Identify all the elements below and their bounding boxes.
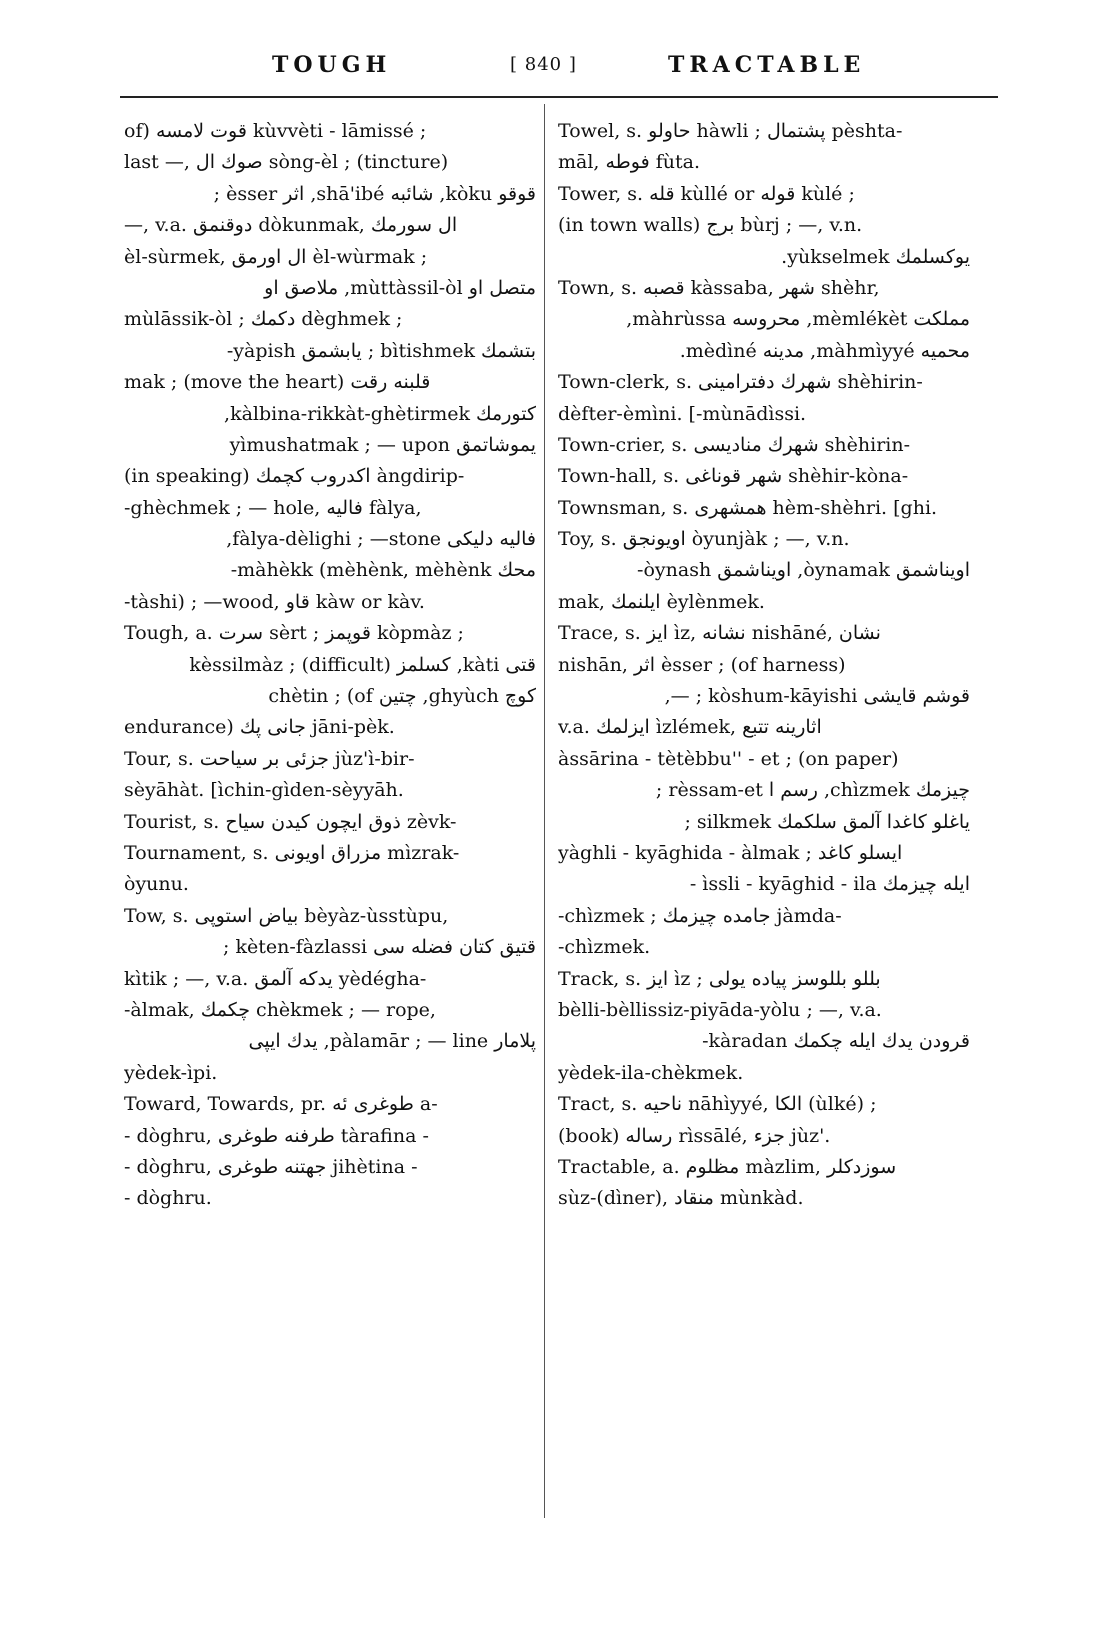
dictionary-line: Trace, s. ايز ìz, نشانه nishāné, نشان bbox=[558, 622, 881, 645]
dictionary-line: mak ; (move the heart) قلبنه رقت bbox=[124, 371, 431, 394]
dictionary-line: قوقو kòku, شائبه shā'ibé, اثر èsser ; bbox=[213, 182, 536, 205]
dictionary-line: كوچ ghyùch, چتين chètin ; (of bbox=[268, 685, 536, 708]
dictionary-line: endurance) جانى پك jāni-pèk. bbox=[124, 716, 395, 739]
page-header bbox=[120, 50, 1000, 86]
dictionary-line: قتيق كتان فضله سى kèten-fàzlassi ; bbox=[223, 936, 536, 959]
dictionary-line: èl-sùrmek, ال اورمق èl-wùrmak ; bbox=[124, 245, 428, 268]
dictionary-line: كتورمك kàlbina-rikkàt-ghètirmek, bbox=[224, 402, 536, 425]
dictionary-line: māl, فوطه fùta. bbox=[558, 151, 701, 174]
dictionary-line: يموشاتمق yìmushatmak ; — upon bbox=[229, 433, 536, 456]
dictionary-line: mak, ايلنمك èylènmek. bbox=[558, 590, 765, 613]
dictionary-line: Toy, s. اويونجق òyunjàk ; —, v.n. bbox=[558, 528, 850, 551]
dictionary-line: kìtik ; —, v.a. يدكه آلمق yèdégha- bbox=[124, 967, 427, 990]
dictionary-line: فاليه دليكى fàlya-dèlighi ; —stone, bbox=[226, 528, 536, 551]
dictionary-line: —, v.a. دوقنمق dòkunmak, ال سورمك bbox=[124, 214, 458, 237]
dictionary-line: قتى kàti, كسلمز kèssilmàz ; (difficult) bbox=[189, 653, 536, 676]
dictionary-line: پلامار pàlamār ; — line, يدك ايپى bbox=[248, 1030, 536, 1053]
dictionary-line: Tournament, s. مزراق اويونى mìzrak- bbox=[124, 841, 460, 864]
dictionary-line: òyunu. bbox=[124, 873, 189, 896]
dictionary-line: - dòghru. bbox=[124, 1187, 212, 1210]
dictionary-line: yèdek-ila-chèkmek. bbox=[558, 1061, 744, 1084]
dictionary-line: Town, s. قصبه kàssaba, شهر shèhr, bbox=[558, 276, 880, 299]
dictionary-line: ياغلو كاغدا آلمق سلكمك silkmek ; bbox=[684, 810, 970, 833]
dictionary-line: sèyāhàt. [ìchin-gìden-sèyyāh. bbox=[124, 779, 404, 802]
dictionary-line: - dòghru, طرفنه طوغرى tàrafina - bbox=[124, 1124, 429, 1147]
dictionary-line: (in town walls) برج bùrj ; —, v.n. bbox=[558, 214, 863, 237]
dictionary-line: yàghli - kyāghida - àlmak ; ايسلو كاغد bbox=[558, 841, 903, 864]
header-rule bbox=[120, 96, 998, 98]
column-divider bbox=[544, 104, 545, 1518]
dictionary-line: -tàshi) ; —wood, قاو kàw or kàv. bbox=[124, 590, 425, 613]
dictionary-line: اويناشمق òynamak, اويناشمق òynash- bbox=[637, 559, 970, 582]
dictionary-line: محك màhèkk (mèhènk, mèhènk- bbox=[230, 559, 536, 582]
dictionary-line: àssārina - tètèbbu'' - et ; (on paper) bbox=[558, 747, 899, 770]
dictionary-line: Tractable, a. مظلوم màzlim, سوزدكلر bbox=[558, 1155, 897, 1178]
dictionary-line: قرودن يدك ايله چكمك kàradan- bbox=[702, 1030, 970, 1053]
dictionary-line: Townsman, s. همشهرى hèm-shèhri. [ghi. bbox=[558, 496, 938, 519]
dictionary-line: -chìzmek. bbox=[558, 936, 651, 959]
dictionary-line: Toward, Towards, pr. طوغرى ئه a- bbox=[124, 1093, 438, 1116]
dictionary-line: بتشمك bìtishmek ; يابشمق yàpish- bbox=[226, 339, 536, 362]
dictionary-line: چيزمك chìzmek, رسم ا rèssam-et ; bbox=[655, 779, 970, 802]
dictionary-line: last —, صوك ال sòng-èl ; (tincture) bbox=[124, 151, 449, 174]
dictionary-line: Tough, a. سرت sèrt ; قوپمز kòpmàz ; bbox=[124, 622, 464, 645]
dictionary-line: Tower, s. قله kùllé or قوله kùlé ; bbox=[558, 182, 855, 205]
dictionary-line: (book) رساله rìssālé, جزء jùz'. bbox=[558, 1124, 831, 1147]
dictionary-line: يوكسلمك yùkselmek. bbox=[781, 245, 970, 268]
dictionary-line: -chìzmek ; جامده چيزمك jàmda- bbox=[558, 904, 842, 927]
header-first-entry: TOUGH bbox=[272, 52, 392, 78]
dictionary-line: Town-crier, s. شهرك مناديسى shèhirin- bbox=[558, 433, 911, 456]
header-last-entry: TRACTABLE bbox=[668, 52, 866, 78]
dictionary-line: Track, s. ايز ìz ; بللو بللوسز پياده يولى bbox=[558, 967, 881, 990]
dictionary-line: ايله چيزمك ìssli - kyāghid - ila - bbox=[689, 873, 970, 896]
dictionary-line: Tract, s. ناحيه nāhìyyé, الكا (ùlké) ; bbox=[558, 1093, 877, 1116]
page-number: [ 840 ] bbox=[510, 54, 577, 75]
right-column bbox=[558, 116, 970, 1215]
dictionary-line: Tour, s. جزئى بر سياحت jùz'ì-bir- bbox=[124, 747, 415, 770]
dictionary-line: مملكت mèmlékèt, محروسه màhrùssa, bbox=[626, 308, 970, 331]
dictionary-line: محميه màhmìyyé, مدينه mèdìné. bbox=[679, 339, 970, 362]
dictionary-line: Tow, s. بياض استوپى bèyàz-ùsstùpu, bbox=[124, 904, 449, 927]
dictionary-line: Tourist, s. ذوق ايچون كيدن سياح zèvk- bbox=[124, 810, 457, 833]
dictionary-line: قوشم قايشى kòshum-kāyishi ; —, bbox=[664, 685, 970, 708]
dictionary-line: v.a. ايزلمك ìzlémek, اثارينه تتبع bbox=[558, 716, 822, 739]
dictionary-line: of) قوت لامسه kùvvèti - lāmissé ; bbox=[124, 120, 427, 142]
dictionary-line: -àlmak, چكمك chèkmek ; — rope, bbox=[124, 998, 436, 1021]
dictionary-line: sùz-(dìner), منقاد mùnkàd. bbox=[558, 1187, 804, 1210]
left-column bbox=[124, 116, 536, 1215]
dictionary-line: - dòghru, جهتنه طوغرى jihètina - bbox=[124, 1155, 418, 1178]
dictionary-line: متصل او mùttàssil-òl, ملاصق او bbox=[264, 276, 536, 299]
dictionary-line: (in speaking) اكدروب كچمك àngdirip- bbox=[124, 465, 465, 488]
dictionary-line: Towel, s. حاولو hàwli ; پشتمال pèshta- bbox=[558, 120, 903, 142]
dictionary-line: Town-clerk, s. شهرك دفترامينى shèhirin- bbox=[558, 371, 923, 394]
dictionary-line: yèdek-ìpi. bbox=[124, 1061, 218, 1084]
dictionary-line: mùlāssik-òl ; دكمك dèghmek ; bbox=[124, 308, 403, 331]
dictionary-line: dèfter-èmìni. [-mùnādìssi. bbox=[558, 402, 807, 425]
dictionary-line: Town-hall, s. شهر قوناغى shèhir-kòna- bbox=[558, 465, 909, 488]
dictionary-line: -ghèchmek ; — hole, فاليه fàlya, bbox=[124, 496, 422, 519]
dictionary-line: bèlli-bèllissiz-piyāda-yòlu ; —, v.a. bbox=[558, 998, 882, 1021]
dictionary-line: nishān, اثر èsser ; (of harness) bbox=[558, 653, 846, 676]
